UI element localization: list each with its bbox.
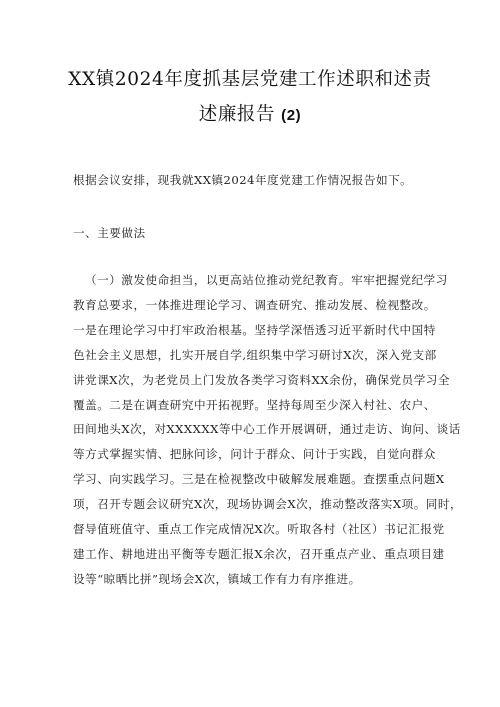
title-text: 述廉报告: [198, 104, 276, 125]
body-line: 讲党课X次，为老党员上门发放各类学习资料XX余份，确保党员学习全: [73, 372, 450, 387]
body-line: 学习、向实践学习。三是在检视整改中破解发展难题。查摆重点问题X: [73, 472, 445, 487]
body-line: 督导值班值守、重点工作完成情况X次。听取各村（社区）书记汇报党: [73, 522, 445, 536]
body-line: 等方式掌握实情、把脉问诊，问计于群众、问计于实践，自觉向群众: [73, 447, 436, 462]
section-heading: 一、主要做法: [73, 226, 146, 240]
document-title-line-2: [40, 100, 460, 126]
body-line: 教育总要求，一体推进理论学习、调查研究、推动发展、检视整改。: [73, 297, 436, 312]
intro-paragraph: 根据会议安排，现我就XX镇2024年度党建工作情况报告如下。: [73, 173, 413, 187]
body-line: 色社会主义思想，扎实开展自学,组织集中学习研讨X次，深入党支部: [73, 347, 437, 362]
document-title-line-1: XX镇2024年度抓基层党建工作述职和述责: [68, 69, 432, 90]
body-line: 设等“晾晒比拼”现场会X次，镇域工作有力有序推进。: [73, 571, 361, 586]
title-suffix: (2): [281, 107, 302, 124]
body-line: 项，召开专题会议研究X次，现场协调会X次，推动整改落实X项。同时，: [73, 497, 463, 512]
body-line: 一是在理论学习中打牢政治根基。坚持学深悟透习近平新时代中国特: [73, 322, 436, 337]
body-line: 覆盖。二是在调查研究中开拓视野。坚持每周至少深入村社、农户、: [73, 397, 436, 412]
body-line: （一）激发使命担当，以更高站位推动党纪教育。牢牢把握党纪学习: [85, 273, 448, 287]
body-line: 建工作、耕地进出平衡等专题汇报X余次，召开重点产业、重点项目建: [73, 546, 445, 561]
body-line: 田间地头X次，对XXXXXX等中心工作开展调研，通过走访、询问、谈话: [73, 422, 461, 437]
